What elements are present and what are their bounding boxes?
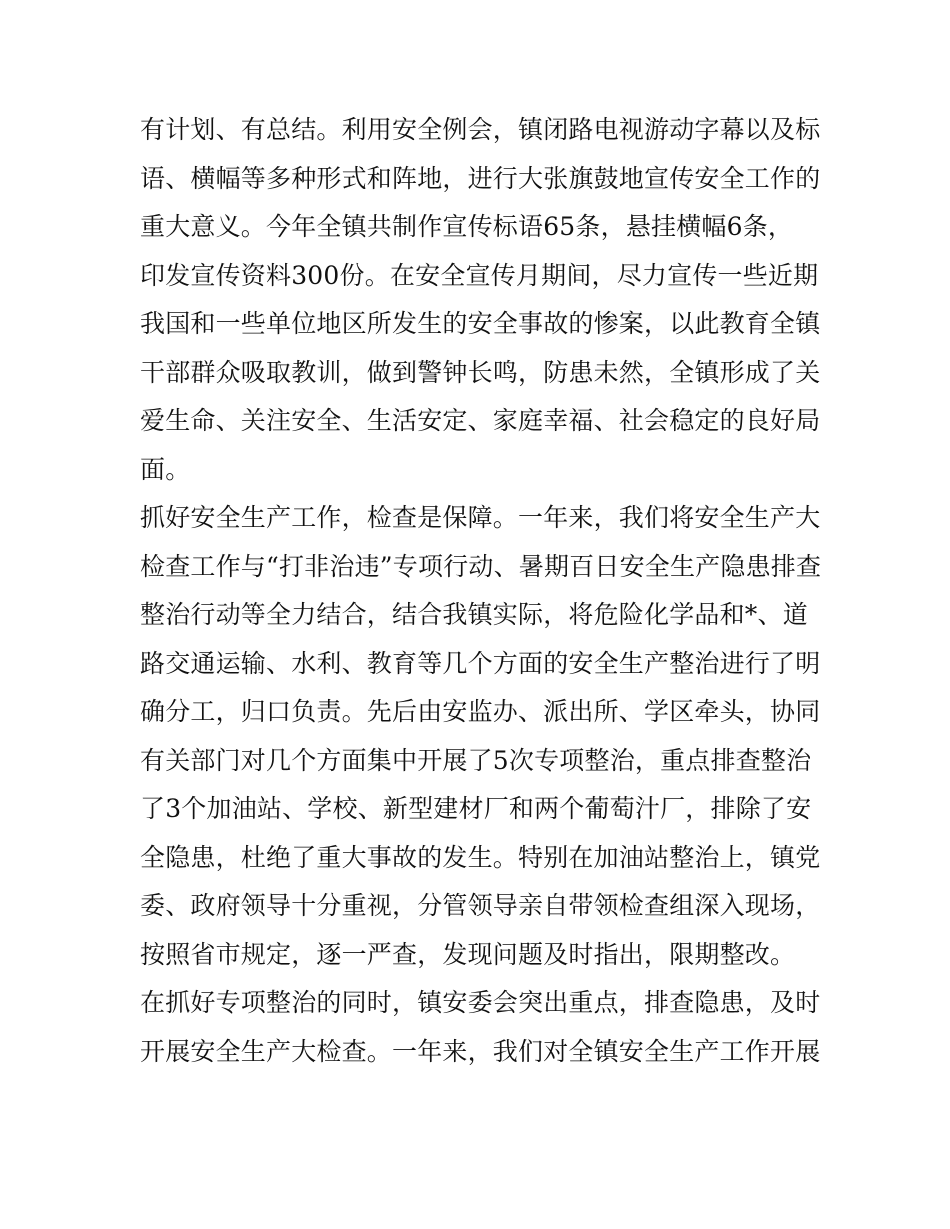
text-line: 有计划、有总结。利用安全例会，镇闭路电视游动字幕以及标 — [140, 115, 821, 144]
text-line: 有关部门对几个方面集中开展了5次专项整治，重点排查整治 — [140, 745, 812, 775]
text-line: 语、横幅等多种形式和阵地，进行大张旗鼓地宣传安全工作的 — [140, 163, 821, 193]
text-line: 我国和一些单位地区所发生的安全事故的惨案，以此教育全镇 — [140, 309, 821, 338]
text-line: 路交通运输、水利、教育等几个方面的安全生产整治进行了明 — [140, 648, 821, 678]
body-text — [140, 106, 830, 1076]
text-line: 了3个加油站、学校、新型建材厂和两个葡萄汁厂，排除了安 — [140, 794, 812, 823]
text-line: 干部群众吸取教训，做到警钟长鸣，防患未然，全镇形成了关 — [140, 357, 821, 387]
text-line: 全隐患，杜绝了重大事故的发生。特别在加油站整治上，镇党 — [140, 842, 821, 872]
text-line: 委、政府领导十分重视，分管领导亲自带领检查组深入现场， — [140, 891, 821, 920]
text-line: 整治行动等全力结合，结合我镇实际，将危险化学品和*、道 — [140, 600, 808, 629]
text-line: 确分工，归口负责。先后由安监办、派出所、学区牵头，协同 — [140, 697, 821, 726]
text-line: 开展安全生产大检查。一年来，我们对全镇安全生产工作开展 — [140, 1036, 821, 1066]
text-line: 面。 — [140, 454, 191, 484]
text-line: 抓好安全生产工作，检查是保障。一年来，我们将安全生产大 — [140, 503, 821, 532]
text-line: 重大意义。今年全镇共制作宣传标语65条，悬挂横幅6条， — [140, 212, 794, 241]
text-line: 检查工作与“打非治违”专项行动、暑期百日安全生产隐患排查 — [140, 551, 822, 581]
text-line: 在抓好专项整治的同时，镇安委会突出重点，排查隐患，及时 — [140, 988, 821, 1017]
text-line: 印发宣传资料300份。在安全宣传月期间，尽力宣传一些近期 — [140, 260, 819, 290]
text-line: 爱生命、关注安全、生活安定、家庭幸福、社会稳定的良好局 — [140, 406, 821, 435]
text-line: 按照省市规定，逐一严查，发现问题及时指出，限期整改。 — [140, 939, 796, 969]
